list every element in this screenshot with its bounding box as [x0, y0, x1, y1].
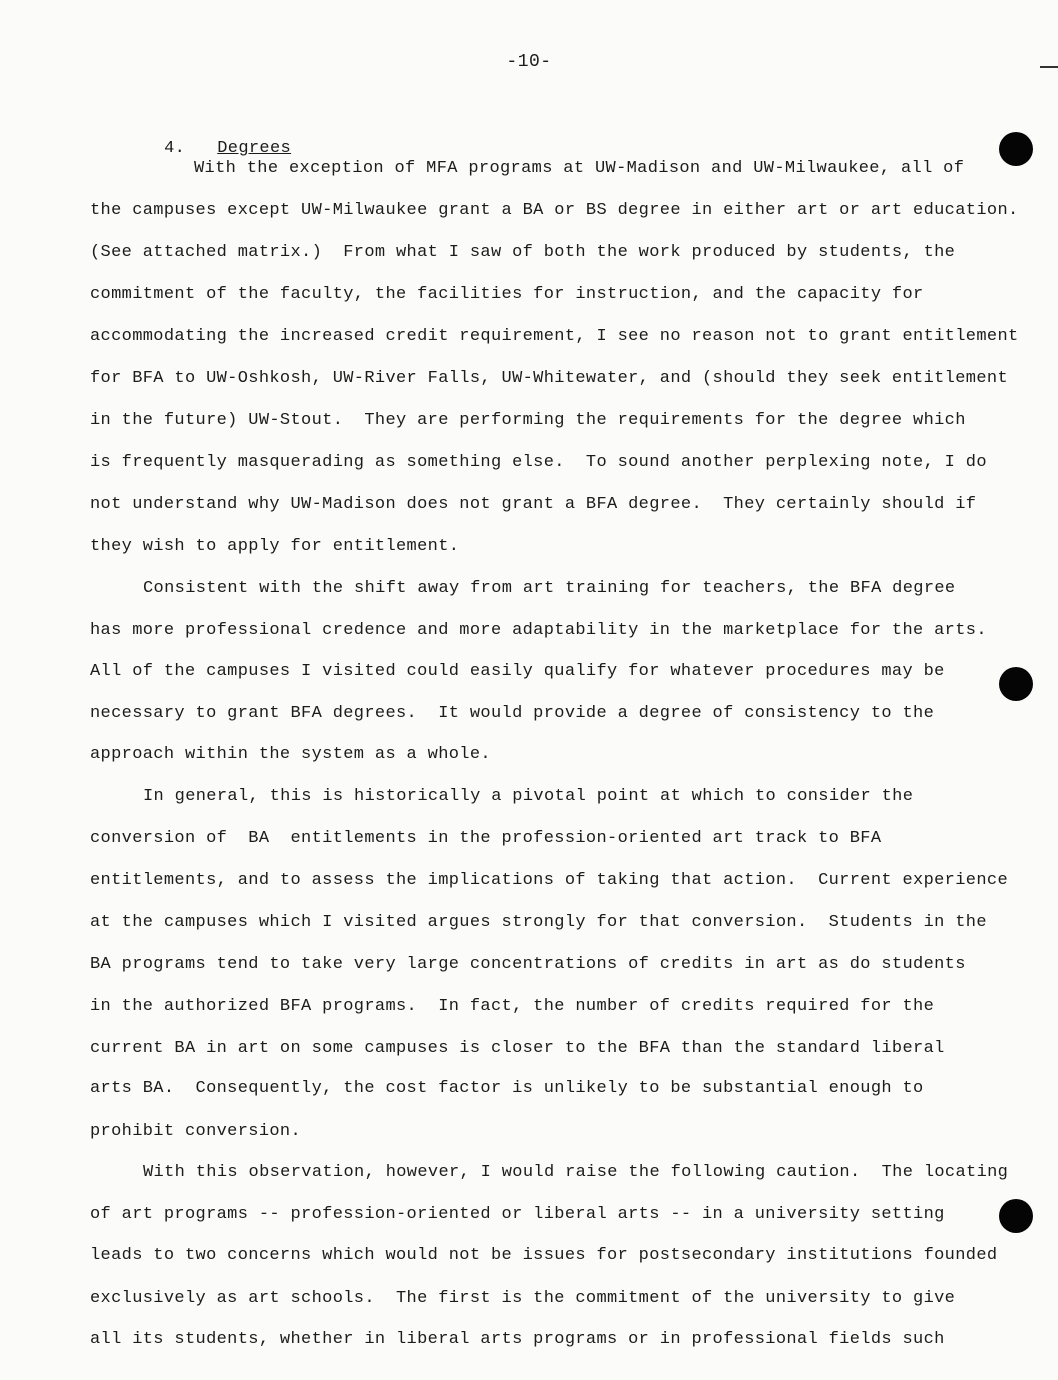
section-heading: [143, 116, 291, 160]
text-line: prohibit conversion.: [90, 1122, 302, 1141]
text-line: commitment of the faculty, the facilities for instruction, and the capacity for: [90, 285, 924, 304]
text-line: With the exception of MFA programs at UW-Madison and UW-Milwaukee, all of: [194, 159, 965, 178]
text-line: in the future) UW-Stout. They are performing the requirements for the degree which: [90, 411, 966, 430]
punch-hole: [999, 132, 1033, 166]
text-line: at the campuses which I visited argues strongly for that conversion. Students in the: [90, 913, 987, 932]
text-line: With this observation, however, I would raise the following caution. The locating: [143, 1163, 1009, 1182]
punch-hole: [999, 1199, 1033, 1233]
text-line: in the authorized BFA programs. In fact, the number of credits required for the: [90, 997, 935, 1016]
text-line: for BFA to UW-Oshkosh, UW-River Falls, UW-Whitewater, and (should they seek entitlement: [90, 369, 1008, 388]
text-line: they wish to apply for entitlement.: [90, 537, 460, 556]
page-number: -10-: [506, 52, 552, 72]
text-line: (See attached matrix.) From what I saw of both the work produced by students, the: [90, 243, 956, 262]
text-line: of art programs -- profession-oriented or liberal arts -- in a university setting: [90, 1205, 945, 1224]
text-line: conversion of BA entitlements in the profession-oriented art track to BFA: [90, 829, 882, 848]
text-line: all its students, whether in liberal arts programs or in professional fields such: [90, 1330, 945, 1349]
section-heading-number: 4.: [164, 139, 186, 158]
text-line: necessary to grant BFA degrees. It would provide a degree of consistency to the: [90, 704, 935, 723]
text-line: current BA in art on some campuses is closer to the BFA than the standard liberal: [90, 1039, 945, 1058]
text-line: All of the campuses I visited could easily qualify for whatever procedures may be: [90, 662, 945, 681]
text-line: exclusively as art schools. The first is the commitment of the university to give: [90, 1289, 956, 1308]
text-line: In general, this is historically a pivotal point at which to consider the: [143, 787, 914, 806]
text-line: the campuses except UW-Milwaukee grant a BA or BS degree in either art or art education.: [90, 201, 1019, 220]
margin-mark: [1040, 66, 1058, 68]
text-line: Consistent with the shift away from art training for teachers, the BFA degree: [143, 579, 956, 598]
text-line: BA programs tend to take very large concentrations of credits in art as do students: [90, 955, 966, 974]
text-line: is frequently masquerading as something else. To sound another perplexing note, I do: [90, 453, 987, 472]
text-line: arts BA. Consequently, the cost factor is unlikely to be substantial enough to: [90, 1079, 924, 1098]
text-line: accommodating the increased credit requirement, I see no reason not to grant entitlement: [90, 327, 1019, 346]
text-line: approach within the system as a whole.: [90, 745, 491, 764]
text-line: entitlements, and to assess the implications of taking that action. Current experience: [90, 871, 1008, 890]
text-line: leads to two concerns which would not be issues for postsecondary institutions founded: [90, 1246, 998, 1265]
punch-hole: [999, 667, 1033, 701]
text-line: not understand why UW-Madison does not grant a BFA degree. They certainly should if: [90, 495, 977, 514]
section-heading-label: Degrees: [217, 139, 292, 158]
text-line: has more professional credence and more adaptability in the marketplace for the arts.: [90, 621, 987, 640]
